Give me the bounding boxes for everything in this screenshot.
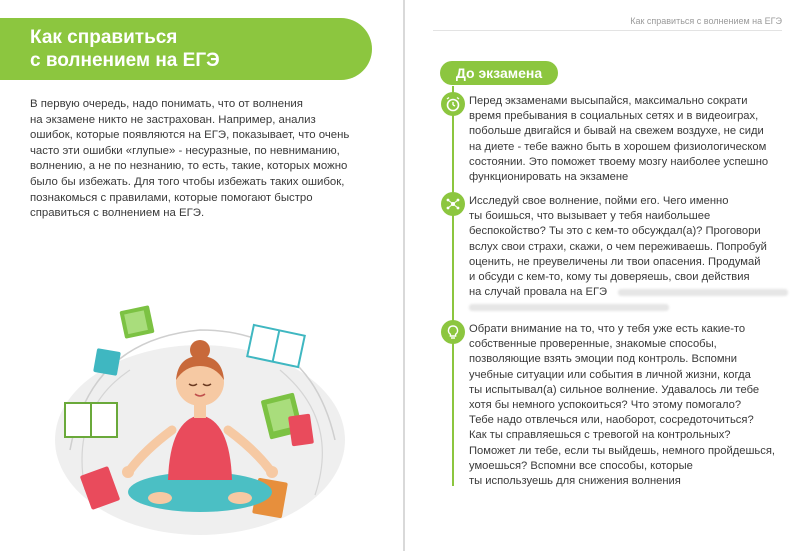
intro-line: справиться с волнением на ЕГЭ. — [30, 207, 205, 220]
blurred-text — [469, 304, 669, 311]
tip-line: ты используешь для снижения волнения — [469, 475, 681, 488]
tip-line: Обрати внимание на то, что у тебя уже есть какие-то — [469, 323, 746, 335]
tip-paragraph — [469, 194, 789, 316]
running-head: Как справиться с волнением на ЕГЭ — [630, 16, 782, 26]
page-title — [0, 18, 372, 80]
tip-line: на случай провала на ЕГЭ — [469, 286, 608, 299]
tip-paragraph — [469, 322, 789, 489]
header-divider — [433, 30, 782, 31]
tip-line: собственные проверенные, знакомые способы, — [469, 338, 717, 351]
tip-line: учебные ситуации или события в личной жизни, когда — [469, 368, 751, 381]
book-icon — [288, 414, 314, 447]
intro-line: на экзамене никто не застрахован. Например, анализ — [30, 113, 316, 126]
blurred-text — [618, 289, 788, 296]
lightbulb-icon — [441, 320, 465, 344]
tip-line: и обсуди с кем-то, кому ты доверяешь, свои действия — [469, 271, 750, 284]
intro-line: часто эти ошибки «глупые» - несуразные, по невниманию, — [30, 144, 340, 157]
intro-line: В первую очередь, надо понимать, что от волнения — [30, 98, 303, 110]
right-page — [405, 0, 800, 551]
tip-line: Поможет ли тебе, если ты выйдешь, немного пройдешься, — [469, 444, 776, 457]
tip-line-with-blur — [469, 285, 789, 300]
tip-line: позволяющие взять эмоции под контроль. Вспомни — [469, 353, 737, 366]
tip-line: время пребывания в социальных сетях и в видеоиграх, — [469, 110, 759, 123]
tip-line: побольше двигайся и бывай на свежем воздухе, не сиди — [469, 125, 764, 138]
book-icon — [93, 348, 121, 376]
tip-line: беспокойство? Ты это с кем-то обсуждал(а)? Проговори — [469, 225, 761, 238]
tip-line: функционировать на экзамене — [469, 171, 629, 184]
tip-line: Исследуй свое волнение, пойми его. Чего именно — [469, 195, 729, 207]
intro-paragraph — [30, 97, 365, 222]
intro-line: ошибок, которые появляются на ЕГЭ, показывает, что очень — [30, 129, 350, 142]
alarm-clock-icon — [441, 92, 465, 116]
intro-line: волнению, а не по незнанию, то есть, такие, которых можно — [30, 160, 348, 173]
tip-line: оценить, не преувеличены ли твои опасения. Продумай — [469, 255, 761, 268]
intro-line: было бы избежать. Для того чтобы избежать таких ошибок, — [30, 175, 345, 188]
intro-line: познакомься с правилами, которые помогают быстро — [30, 191, 313, 204]
network-nodes-icon — [441, 192, 465, 216]
tip-line: ты испытывал(а) сильное волнение. Удавалось ли тебе — [469, 383, 760, 396]
title-line-2: с волнением на ЕГЭ — [30, 50, 220, 71]
section-title: До экзамена — [440, 61, 558, 85]
timeline-line — [452, 86, 454, 486]
meditating-girl-illustration — [50, 300, 350, 540]
tip-line: ты боишься, что вызывает у тебя наибольшее — [469, 210, 711, 223]
tip-line: на диете - тебе важно быть в хорошем физиологическом — [469, 140, 767, 153]
tip-line: Перед экзаменами высыпайся, максимально сократи — [469, 95, 748, 107]
book-icon — [119, 305, 154, 339]
tip-line: умоешься? Вспомни все способы, которые — [469, 459, 693, 472]
tip-paragraph — [469, 94, 789, 185]
tip-line: вслух свои страхи, скажи, о чем переживаешь. Попробуй — [469, 240, 767, 253]
tip-line: хотя бы немного успокоиться? Что этому помогало? — [469, 399, 742, 412]
blurred-line — [469, 300, 789, 315]
tip-line: состоянии. Это поможет твоему мозгу наиболее успешно — [469, 155, 769, 168]
tip-line: Как ты справляешься с тревогой на контрольных? — [469, 429, 731, 442]
open-book-icon — [65, 403, 117, 437]
tip-line: Тебе надо отвлечься или, наоборот, сосредоточиться? — [469, 414, 754, 427]
title-line-1: Как справиться — [30, 27, 178, 48]
